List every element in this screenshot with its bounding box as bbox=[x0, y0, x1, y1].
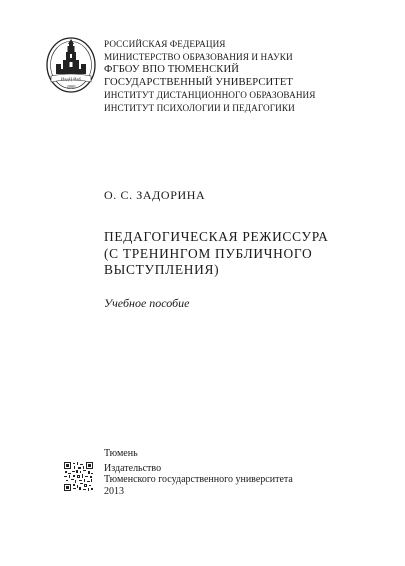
title-line: ВЫСТУПЛЕНИЯ) bbox=[104, 262, 220, 278]
title-line: ПЕДАГОГИЧЕСКАЯ РЕЖИССУРА bbox=[104, 229, 329, 244]
book-title bbox=[104, 229, 394, 279]
publication-city: Тюмень bbox=[104, 448, 138, 459]
header-line: ИНСТИТУТ ПСИХОЛОГИИ И ПЕДАГОГИКИ bbox=[104, 103, 295, 114]
header-line: ГОСУДАРСТВЕННЫЙ УНИВЕРСИТЕТ bbox=[104, 76, 293, 88]
author-name: О. С. ЗАДОРИНА bbox=[104, 188, 206, 202]
publisher-line: Тюменского государственного университета bbox=[104, 474, 293, 486]
logo-ribbon-text: ИвдЦ Ияб bbox=[61, 76, 81, 82]
title-line: (С ТРЕНИНГОМ ПУБЛИЧНОГО bbox=[104, 245, 313, 261]
logo-year-text: 2000 bbox=[66, 84, 76, 89]
qr-code-icon bbox=[64, 462, 93, 491]
header-line: ФГБОУ ВПО ТЮМЕНСКИЙ bbox=[104, 64, 239, 76]
header-line: МИНИСТЕРСТВО ОБРАЗОВАНИЯ И НАУКИ bbox=[104, 52, 293, 63]
publication-year: 2013 bbox=[104, 485, 124, 497]
publisher-block bbox=[104, 463, 293, 497]
university-seal-icon bbox=[45, 34, 97, 94]
institution-header bbox=[104, 38, 394, 116]
header-line: РОССИЙСКАЯ ФЕДЕРАЦИЯ bbox=[104, 39, 226, 49]
header-line: ИНСТИТУТ ДИСТАНЦИОННОГО ОБРАЗОВАНИЯ bbox=[104, 90, 316, 101]
publisher-line: Издательство bbox=[104, 463, 162, 474]
book-subtitle: Учебное пособие bbox=[104, 296, 190, 310]
